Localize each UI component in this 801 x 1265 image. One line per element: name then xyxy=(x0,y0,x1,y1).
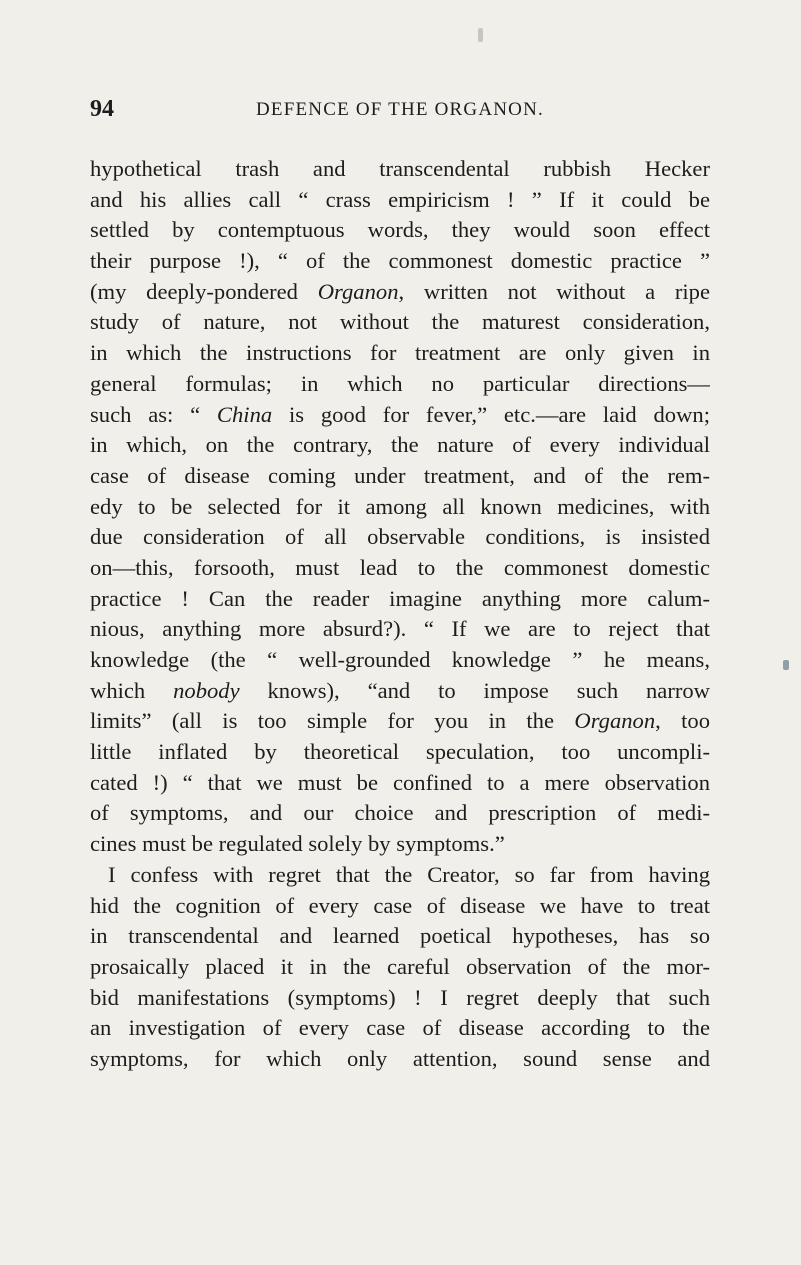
text-line: knowledge (the “ well-grounded knowledge ” he means, xyxy=(90,647,710,672)
text-line xyxy=(90,706,710,737)
text-segment: , written not without a ripe xyxy=(398,278,710,304)
text-line: in which, on the contrary, the nature of every individual xyxy=(90,432,710,458)
text-line: cated !) “ that we must be confined to a mere observation xyxy=(90,769,710,795)
text-line: in which the instructions for treatment are only given in xyxy=(90,340,710,366)
text-line: due consideration of all observable conditions, is insisted xyxy=(90,524,710,550)
italic-term: Organon xyxy=(317,278,399,304)
text-line xyxy=(90,676,710,707)
italic-term: Organon xyxy=(574,708,656,734)
text-line: and his allies call “ crass empiricism ! ” If it could be xyxy=(90,186,710,212)
running-head xyxy=(90,96,710,122)
text-line: edy to be selected for it among all known medicines, with xyxy=(90,493,710,519)
text-segment: such as: “ xyxy=(90,401,217,427)
text-segment: knows), “and to impose such narrow xyxy=(239,677,710,703)
text-line: study of nature, not without the maturest consideration, xyxy=(90,309,710,335)
text-segment: limits” (all is too simple for you in the xyxy=(90,708,575,734)
body-text xyxy=(90,154,710,1075)
italic-term: China xyxy=(216,401,273,427)
text-line: general formulas; in which no particular directions— xyxy=(90,370,710,396)
text-line: nious, anything more absurd?). “ If we are to reject that xyxy=(90,616,710,642)
text-line: hypothetical trash and transcendental rubbish Hecker xyxy=(90,156,710,181)
text-line: their purpose !), “ of the commonest domestic practice ” xyxy=(90,248,710,274)
text-line xyxy=(90,400,710,431)
text-line: settled by contemptuous words, they would soon effect xyxy=(90,217,710,243)
paper-speck xyxy=(478,28,483,42)
page-number: 94 xyxy=(90,96,114,122)
text-line: on—this, forsooth, must lead to the commonest domestic xyxy=(90,554,710,580)
text-segment: is good for fever,” etc.—are laid down; xyxy=(272,401,710,427)
running-title: DEFENCE OF THE ORGANON. xyxy=(256,99,544,120)
text-line: I confess with regret that the Creator, so far from having xyxy=(108,861,710,887)
text-line: prosaically placed it in the careful observation of the mor- xyxy=(90,953,710,979)
text-line: hid the cognition of every case of disease we have to treat xyxy=(90,892,710,918)
text-line: in transcendental and learned poetical hypotheses, has so xyxy=(90,923,710,949)
text-line xyxy=(90,277,710,308)
text-line: an investigation of every case of disease according to the xyxy=(90,1015,710,1041)
text-line: of symptoms, and our choice and prescription of medi- xyxy=(90,800,710,826)
text-line: cines must be regulated solely by symptoms.” xyxy=(90,831,505,857)
text-segment: , too xyxy=(655,708,710,734)
text-line: practice ! Can the reader imagine anything more calum- xyxy=(90,585,710,611)
text-line: symptoms, for which only attention, sound sense and xyxy=(90,1045,710,1071)
text-segment: (my deeply-pondered xyxy=(90,278,318,304)
italic-term: nobody xyxy=(173,677,240,703)
text-line: little inflated by theoretical speculation, too uncompli- xyxy=(90,739,710,765)
text-line: case of disease coming under treatment, and of the rem- xyxy=(90,462,710,488)
text-line: bid manifestations (symptoms) ! I regret deeply that such xyxy=(90,984,710,1010)
margin-mark xyxy=(783,660,789,670)
text-segment: which xyxy=(90,677,174,703)
